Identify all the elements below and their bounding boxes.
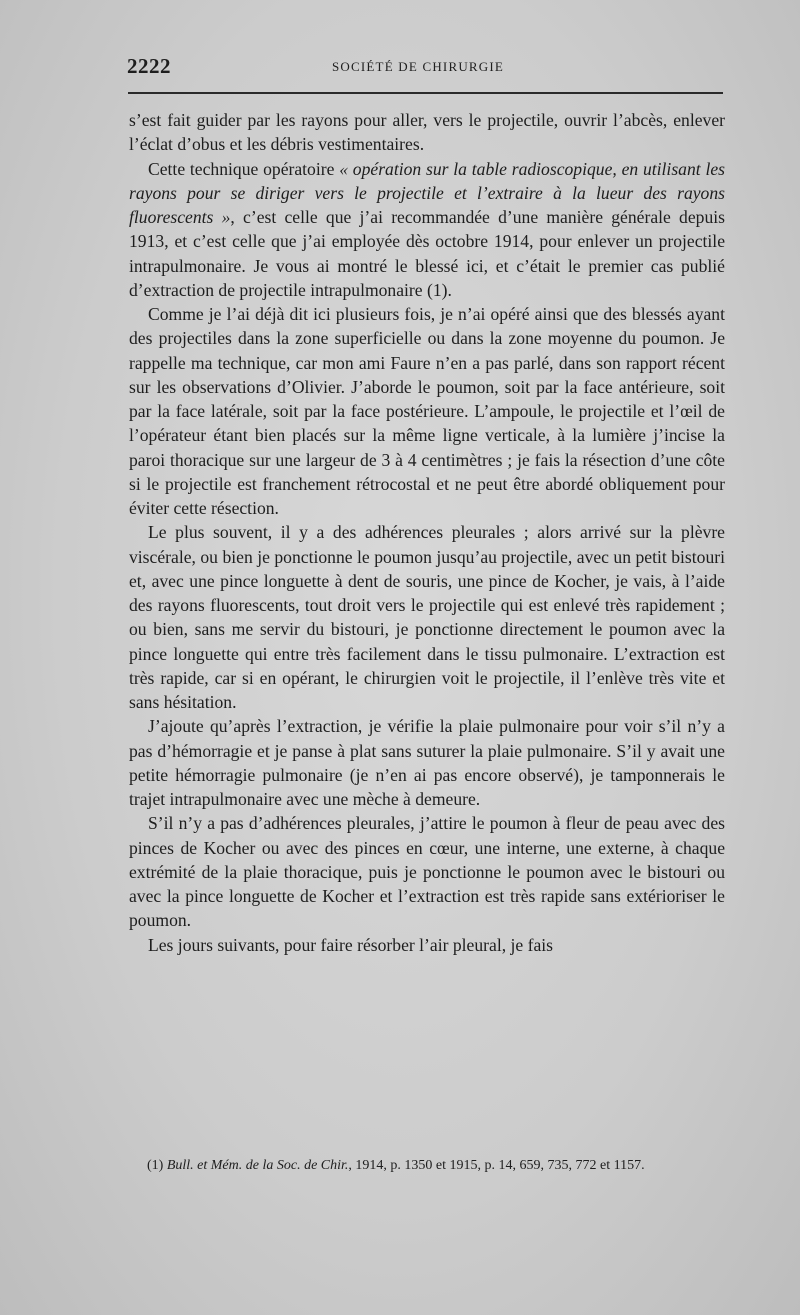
paragraph-2-quote: « opération sur la table radioscopique, en utilisant les rayons pour se diriger vers le projectile et l’extraire à la lueur des rayons fluorescents » xyxy=(129,158,725,227)
paragraph-2-lead: Cette technique opératoire xyxy=(148,158,340,179)
paragraph-4: Le plus souvent, il y a des adhérences pleurales ; alors arrivé sur la plèvre viscérale, ou bien je ponctionne le poumon jusqu’au projectile, avec un petit bistouri et, avec une pince longuette à dent de souris, une pince de Kocher, je vais, à l’aide des rayons fluorescents, tout droit vers le projectile qui est enlevé très rapidement ; ou bien, sans me servir du bistouri, je ponctionne directement le poumon avec la pince longuette qui entre très facilement dans le tissu pulmonaire. L’extraction est très rapide, car si en opérant, le chirurgien voit le projectile, il l’enlève très vite et sans hésitation. xyxy=(129,522,725,712)
paragraph-1: s’est fait guider par les rayons pour aller, vers le projectile, ouvrir l’abcès, enlever l’éclat d’obus et les débris vestimentaires. xyxy=(129,110,725,155)
journal-title: SOCIÉTÉ DE CHIRURGIE xyxy=(332,59,505,74)
paragraph-6: S’il n’y a pas d’adhérences pleurales, j’attire le poumon à fleur de peau avec des pinces de Kocher ou avec des pinces en cœur, une interne, une externe, à chaque extrémité de la plaie thoracique, puis je ponctionne le poumon avec le bistouri ou avec la pince longuette de Kocher et l’extraction est très rapide sans extérioriser le poumon. xyxy=(129,813,725,931)
footnote xyxy=(129,1155,725,1176)
header-rule xyxy=(128,92,723,94)
footnote-marker: (1) xyxy=(147,1158,167,1173)
paragraph-2 xyxy=(129,157,725,303)
running-head xyxy=(127,54,727,82)
paragraph-2-rest: , c’est celle que j’ai recommandée d’une manière générale depuis 1913, et c’est celle que j’ai employée dès octobre 1914, pour enlever un projectile intrapulmonaire. Je vous ai montré le blessé ici, et c’était le premier cas publié d’extraction de projectile intrapulmonaire (1). xyxy=(129,207,725,300)
paragraph-5: J’ajoute qu’après l’extraction, je vérifie la plaie pulmonaire pour voir s’il n’y a pas d’hémorragie et je panse à plat sans suturer la plaie pulmonaire. S’il y avait une petite hémorragie pulmonaire (je n’en ai pas encore observé), je tamponnerais le trajet intrapulmonaire avec une mèche à demeure. xyxy=(129,716,725,809)
paragraph-7: Les jours suivants, pour faire résorber l’air pleural, je fais xyxy=(148,934,553,955)
footnote-text xyxy=(129,1155,725,1176)
body-text xyxy=(129,108,725,957)
footnote-citation: Bull. et Mém. de la Soc. de Chir. xyxy=(166,1158,349,1173)
footnote-pages: , 1914, p. 1350 et 1915, p. 14, 659, 735, 772 et 1157. xyxy=(348,1158,645,1173)
page-number: 2222 xyxy=(127,54,171,78)
paragraph-3: Comme je l’ai déjà dit ici plusieurs fois, je n’ai opéré ainsi que des blessés ayant des projectiles dans la zone superficielle ou dans la zone moyenne du poumon. Je rappelle ma technique, car mon ami Faure n’en a pas parlé, dans son rapport récent sur les observations d’Olivier. J’aborde le poumon, soit par la face antérieure, soit par la face latérale, soit par la face postérieure. L’ampoule, le projectile et l’œil de l’opérateur étant bien placés sur la même ligne verticale, à la lumière j’incise la paroi thoracique sur une largeur de 3 à 4 centimètres ; je fais la résection d’une côte si le projectile est franchement rétrocostal et ne peut être abordé obliquement pour éviter cette résection. xyxy=(129,304,725,518)
